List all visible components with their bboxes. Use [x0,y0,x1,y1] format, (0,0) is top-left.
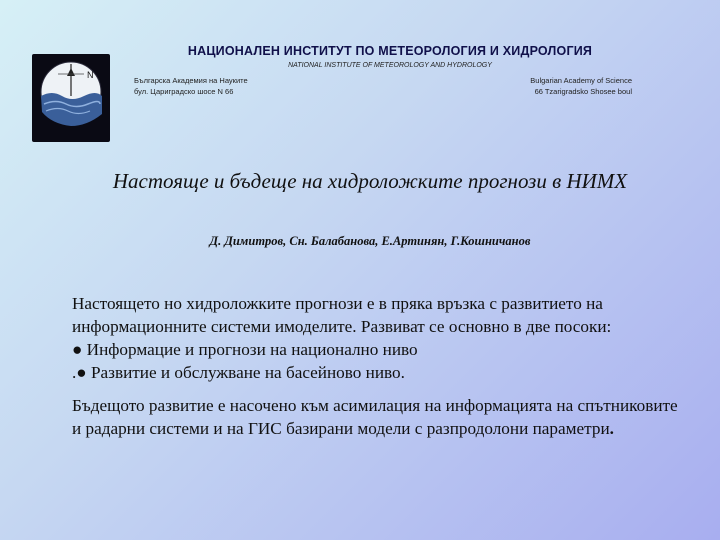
institute-name: НАЦИОНАЛЕН ИНСТИТУТ ПО МЕТЕОРОЛОГИЯ И ХИДРОЛОГИЯ [187,44,593,58]
institute-logo [32,54,110,142]
paragraph-future [72,394,682,440]
academy-info-bg [134,75,248,97]
address-bg: бул. Цариградско шосе N 66 [134,87,234,96]
paragraph-present: Настоящето но хидроложките прогнози е в пряка връзка с развитието на информационните системи имоделите. Развиват се основно в две посоки: [72,294,612,336]
academy-name-en: Bulgarian Academy of Science [530,76,632,85]
slide-body [72,292,682,440]
authors: Д. Димитров, Сн. Балабанова, Е.Артинян, Г.Кошничанов [209,234,531,248]
paragraph-future-period: . [609,419,614,438]
bullet-basin: .● Развитие и обслужване на басейново ниво. [72,363,405,382]
address-en: 66 Tzarigradsko Shosee boul [534,87,632,96]
paragraph-future-text: Бъдещото развитие е насочено към асимилация на информацията на спътниковите и радарни системи и на ГИС базирани модели с разпродолони параметри [72,396,678,438]
academy-info-en [530,75,632,97]
academy-name-bg: Българска Академия на Науките [134,76,248,85]
slide-title: Настояще и бъдеще на хидроложките прогнози в НИМХ [112,169,628,193]
logo-letter: N [87,70,94,80]
bullet-national: ● Информацие и прогнози на национално ниво [72,340,418,359]
compass-wave-logo-icon [32,54,110,142]
institute-name-en: NATIONAL INSTITUTE OF METEOROLOGY AND HYDROLOGY [288,62,492,69]
